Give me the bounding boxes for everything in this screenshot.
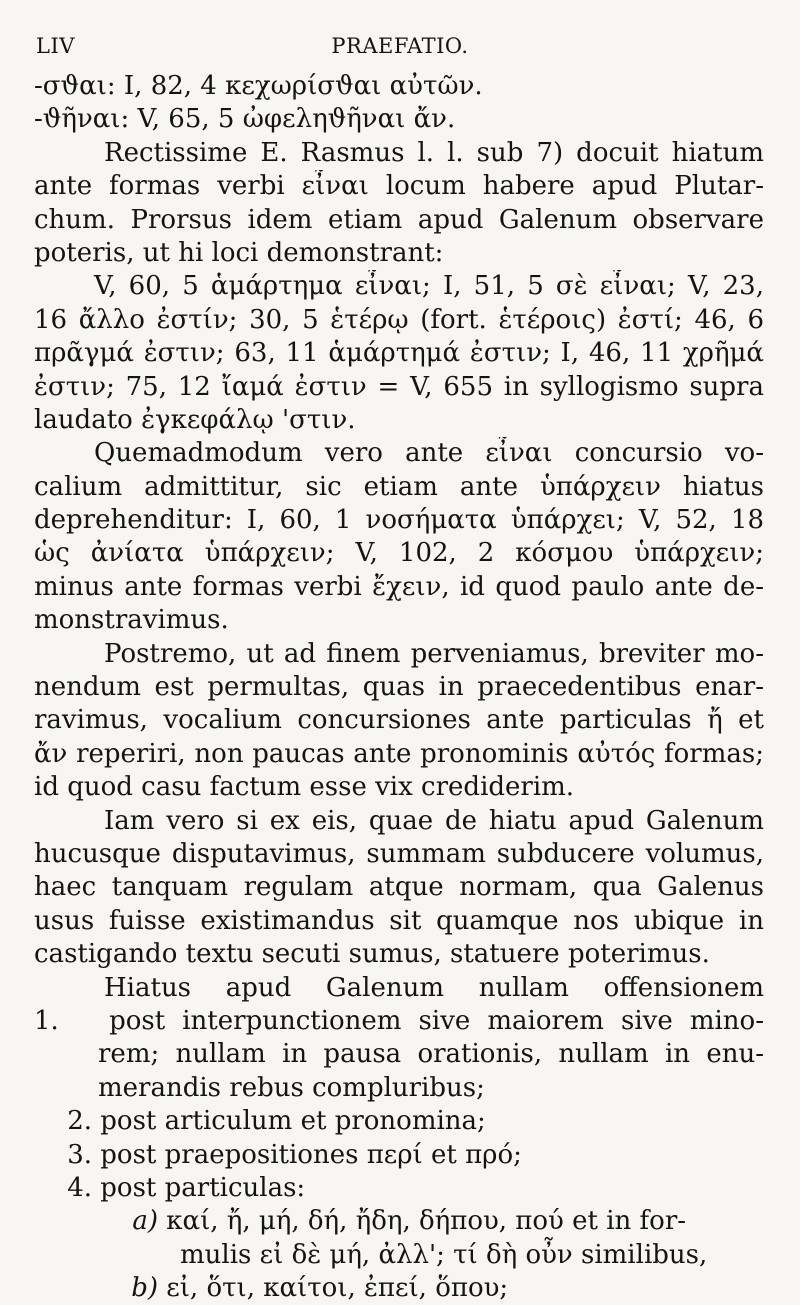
page-number: LIV — [36, 34, 75, 58]
text-line: laudato ἐγκεφάλῳ 'στιν. — [34, 404, 356, 435]
sub-list-item-text: καί, ἤ, μή, δή, ἤδη, δήπου, πού et in for- — [166, 1206, 687, 1237]
text-line: 16 ἄλλο ἐστίν; 30, 5 ἑτέρῳ (fort. ἑτέροις) ἐστί; 46, 6 — [34, 304, 764, 335]
sub-list-label: b) — [131, 1273, 158, 1304]
text-line: Rectissime E. Rasmus l. l. sub 7) docuit hiatum — [104, 137, 764, 168]
text-line: -σϑαι: I, 82, 4 κεχωρίσϑαι αὐτῶν. — [34, 71, 483, 101]
list-number: 3. — [67, 1139, 92, 1170]
sub-list-item — [34, 1272, 764, 1305]
running-title: PRAEFATIO. — [331, 34, 469, 58]
text-line: Quemadmodum vero ante εἶναι concursio vo- — [94, 438, 764, 469]
list-item-text: post articulum et pronomina; — [100, 1106, 486, 1137]
text-line: haec tanquam regulam atque normam, qua Galenus — [34, 872, 764, 903]
text-line: πρᾶγμά ἐστιν; 63, 11 ἁμάρτημά ἐστιν; I, 46, 11 χρῆμά — [34, 338, 764, 369]
list-item-continuation: merandis rebus compluribus; — [98, 1072, 485, 1103]
text-line: poteris, ut hi loci demonstrant: — [34, 237, 444, 268]
running-header — [36, 34, 764, 60]
list-item — [34, 1105, 764, 1138]
text-line: V, 60, 5 ἁμάρτημα εἶναι; I, 51, 5 σὲ εἶναι; V, 23, — [94, 271, 764, 302]
text-line: -ϑῆναι: V, 65, 5 ὠφεληϑῆναι ἄν. — [34, 104, 456, 135]
text-line: calium admittitur, sic etiam ante ὑπάρχειν hiatus — [34, 471, 764, 502]
text-line: ὡς ἀνίατα ὑπάρχειν; V, 102, 2 κόσμου ὑπάρχειν; — [34, 538, 764, 569]
text-line: Hiatus apud Galenum nullam offensionem — [104, 972, 764, 1003]
text-line: castigando textu secuti sumus, statuere poterimus. — [34, 939, 710, 970]
sub-list-continuation: mulis εἰ δὲ μή, ἀλλ'; τί δὴ οὖν similibus, — [180, 1239, 708, 1270]
sub-list-item-text: εἰ, ὅτι, καίτοι, ἐπεί, ὅπου; — [166, 1273, 509, 1304]
list-item — [34, 1139, 764, 1172]
text-line: ante formas verbi εἶναι locum habere apud Plutar- — [34, 171, 764, 202]
text-line: usus fuisse existimandus sit quamque nos ubique in — [34, 905, 764, 936]
list-item-continuation: rem; nullam in pausa orationis, nullam in enu- — [98, 1039, 764, 1070]
text-line: deprehenditur: I, 60, 1 νοσήματα ὑπάρχει; V, 52, 18 — [34, 505, 764, 536]
numbered-list — [34, 1005, 764, 1205]
list-item — [34, 1172, 764, 1205]
text-line: Iam vero si ex eis, quae de hiatu apud Galenum — [104, 805, 764, 836]
body-text — [34, 70, 764, 1305]
text-line: id quod casu factum esse vix crediderim. — [34, 772, 575, 803]
list-item-text: post interpunctionem sive maiorem sive mino- — [109, 1005, 764, 1036]
text-line: ἐστιν; 75, 12 ἴαμά ἐστιν = V, 655 in syllogismo supra — [34, 371, 764, 402]
text-line: monstravimus. — [34, 605, 229, 636]
text-line: nendum est permultas, quas in praecedentibus enar- — [34, 672, 764, 703]
text-line: Postremo, ut ad finem perveniamus, breviter mo- — [104, 638, 764, 669]
list-item — [34, 1005, 764, 1038]
sub-list-item — [34, 1205, 764, 1238]
text-line: minus ante formas verbi ἔχειν, id quod paulo ante de- — [34, 571, 764, 602]
list-item-text: post praepositiones περί et πρό; — [100, 1139, 522, 1170]
list-item-text: post particulas: — [100, 1172, 306, 1203]
list-number: 4. — [67, 1172, 92, 1203]
sub-list — [34, 1205, 764, 1305]
text-line: hucusque disputavimus, summam subducere volumus, — [34, 838, 764, 869]
text-line: ravimus, vocalium concursiones ante particulas ἤ et — [34, 705, 764, 736]
list-number: 1. — [34, 1005, 59, 1036]
text-line: ἄν reperiri, non paucas ante pronominis αὐτός formas; — [34, 738, 764, 769]
sub-list-label: a) — [132, 1206, 158, 1237]
list-number: 2. — [67, 1106, 92, 1137]
text-line: chum. Prorsus idem etiam apud Galenum observare — [34, 204, 764, 235]
